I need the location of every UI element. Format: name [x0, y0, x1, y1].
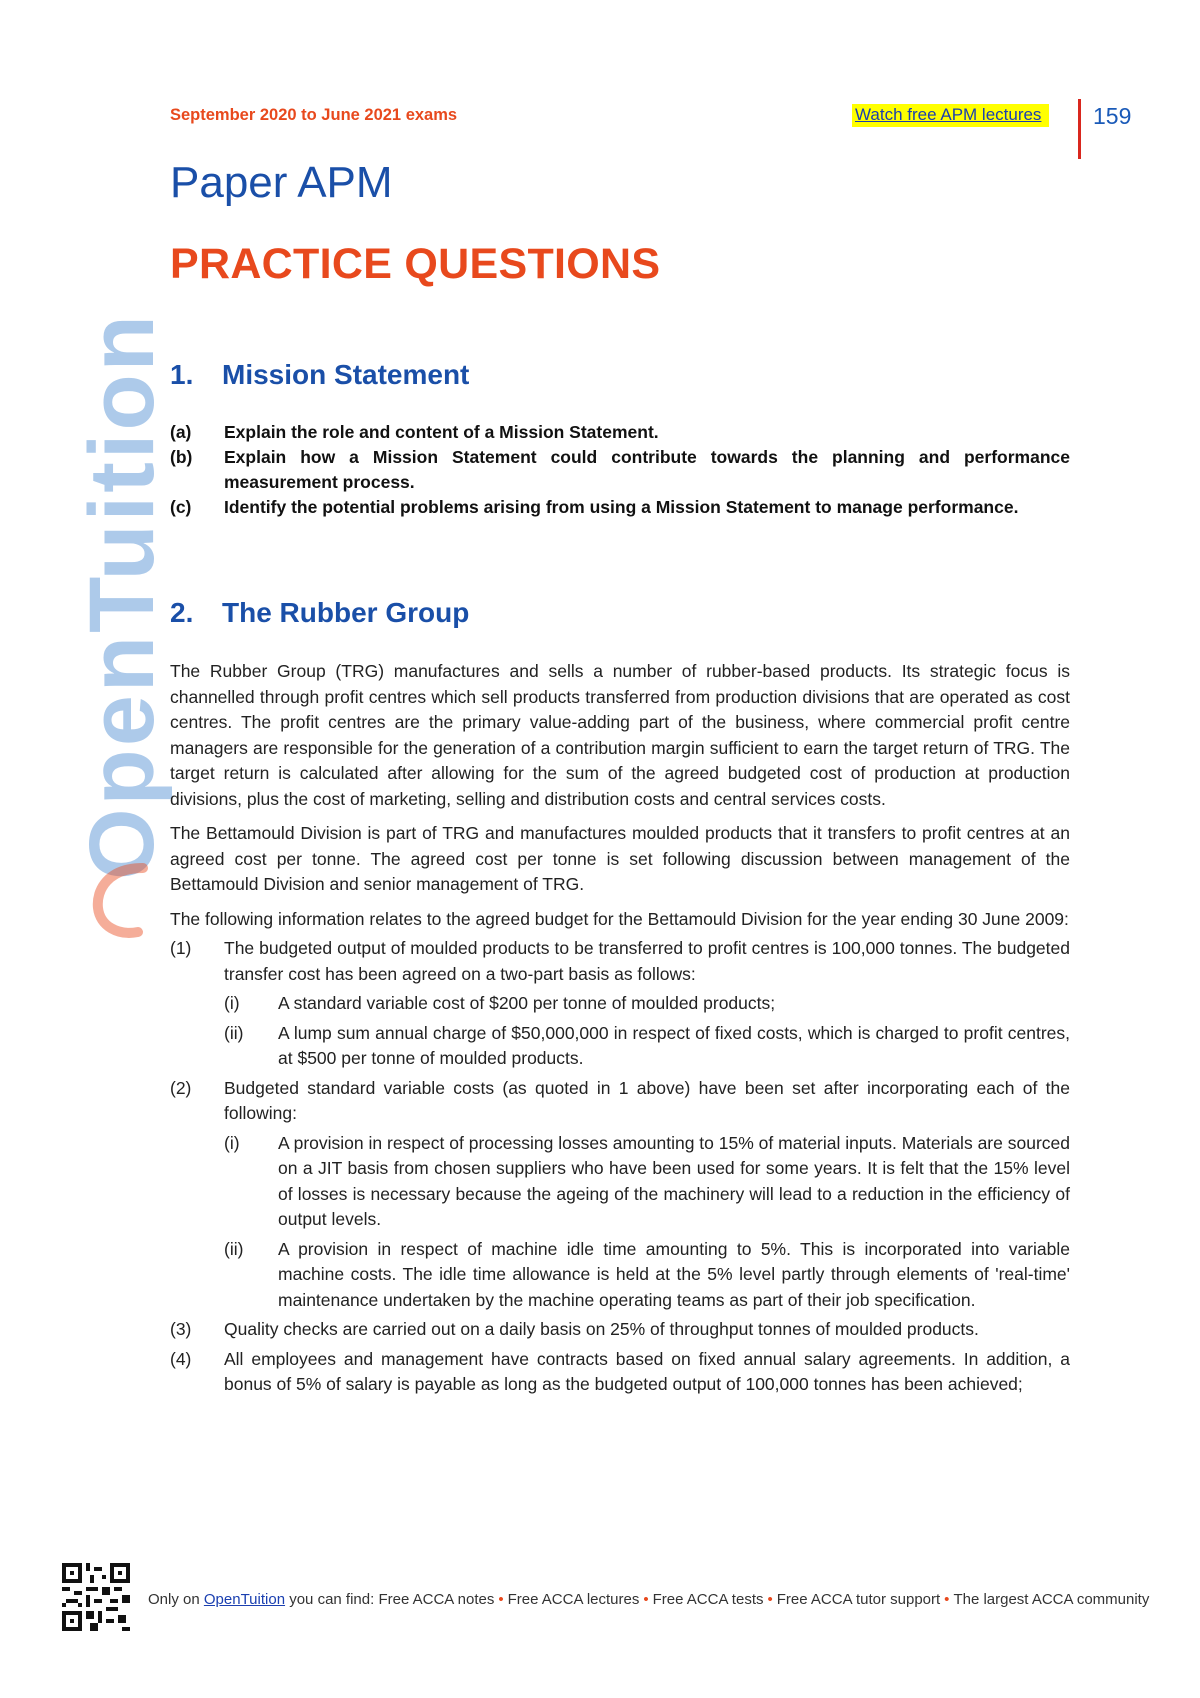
watch-lectures-link[interactable]: Watch free APM lectures	[852, 104, 1049, 127]
question-label: (c)	[170, 497, 192, 517]
bullet-icon: •	[767, 1591, 773, 1608]
mission-questions-list	[170, 420, 1070, 520]
section-heading-rubber-group	[170, 597, 469, 629]
list-item	[170, 936, 1070, 1072]
paragraph: The following information relates to the agreed budget for the Bettamould Division for the year ending 30 June 2009:	[170, 908, 1069, 929]
section-heading-mission-statement	[170, 359, 469, 391]
question-item	[170, 445, 1070, 495]
footer-bar	[148, 1591, 1149, 1608]
list-item	[170, 1317, 1070, 1343]
question-text: Explain the role and content of a Mission Statement.	[224, 422, 659, 442]
sub-item-label: (ii)	[224, 1022, 244, 1043]
bullet-icon: •	[643, 1591, 649, 1608]
sub-item-label: (ii)	[224, 1238, 244, 1259]
footer-item: Free ACCA notes	[378, 1591, 495, 1608]
rubber-group-body	[170, 659, 1070, 1402]
item-label: (1)	[170, 938, 192, 958]
opentuition-link[interactable]: OpenTuition	[203, 1591, 286, 1608]
item-label: (2)	[170, 1077, 192, 1098]
footer-prefix: Only on	[148, 1591, 200, 1608]
opentuition-logo-icon	[88, 860, 158, 940]
sub-item-text: A standard variable cost of $200 per tonne of moulded products;	[278, 993, 776, 1013]
question-text: Explain how a Mission Statement could contribute towards the planning and performance measurement process.	[224, 447, 1070, 492]
header-divider	[1078, 99, 1081, 159]
section-title: The Rubber Group	[222, 597, 470, 628]
item-text: Budgeted standard variable costs (as quoted in 1 above) have been set after incorporating each of the following:	[224, 1077, 1070, 1123]
sub-item	[224, 991, 1070, 1017]
item-text: The budgeted output of moulded products to be transferred to profit centres is 100,000 tonnes. The budgeted transfer cost has been agreed on a two-part basis as follows:	[224, 938, 1070, 984]
item-text: Quality checks are carried out on a daily basis on 25% of throughput tonnes of moulded products.	[224, 1319, 979, 1339]
footer-item: Free ACCA tutor support	[776, 1591, 941, 1608]
page-title: PRACTICE QUESTIONS	[170, 240, 661, 288]
sub-item	[224, 1237, 1070, 1314]
footer-item: Free ACCA lectures	[507, 1591, 640, 1608]
sub-item-label: (i)	[224, 993, 240, 1013]
section-number: 1.	[170, 359, 194, 390]
bullet-icon: •	[944, 1591, 950, 1608]
sub-item	[224, 1131, 1070, 1233]
section-title: Mission Statement	[222, 359, 470, 390]
item-label: (4)	[170, 1348, 192, 1369]
footer-after-link: you can find:	[289, 1591, 375, 1608]
question-text: Identify the potential problems arising from using a Mission Statement to manage performance.	[224, 497, 1019, 517]
exam-period: September 2020 to June 2021 exams	[170, 106, 458, 124]
sub-item	[224, 1021, 1070, 1072]
bullet-icon: •	[498, 1591, 504, 1608]
item-text: All employees and management have contracts based on fixed annual salary agreements. In addition, a bonus of 5% of salary is payable as long as the budgeted output of 100,000 tonnes has been achieved;	[224, 1348, 1070, 1394]
question-item	[170, 495, 1070, 520]
question-label: (a)	[170, 422, 192, 442]
sub-item-text: A lump sum annual charge of $50,000,000 in respect of fixed costs, which is charged to profit centres, at $500 per tonne of moulded products.	[278, 1022, 1070, 1068]
paragraph: The Rubber Group (TRG) manufactures and sells a number of rubber-based products. Its strategic focus is channelled through profit centres which sell products transferred from production divisions that are operated as cost centres. The profit centres are the primary value-adding part of the business, where commercial profit centre managers are responsible for the generation of a contribution margin sufficient to earn the target return of TRG. The target return is calculated after allowing for the sum of the agreed budgeted cost of production at production divisions, plus the cost of marketing, selling and distribution costs and central services costs.	[170, 661, 1070, 809]
question-item	[170, 420, 1070, 445]
page-number: 159	[1093, 103, 1132, 129]
list-item	[170, 1347, 1070, 1398]
sub-item-text: A provision in respect of machine idle time amounting to 5%. This is incorporated into variable machine costs. The idle time allowance is held at the 5% level partly through elements of 'real-time' maintenance undertaken by the machine operating teams as part of their job specification.	[278, 1238, 1070, 1310]
footer-item: The largest ACCA community	[953, 1591, 1150, 1608]
list-item	[170, 1076, 1070, 1314]
sub-item-text: A provision in respect of processing losses amounting to 15% of material inputs. Materials are sourced on a JIT basis from chosen suppliers who have been used for some years. It is felt that the 15% level of losses is necessary because the ageing of the machinery will lead to a reduction in the efficiency of output levels.	[278, 1132, 1070, 1229]
footer-item: Free ACCA tests	[652, 1591, 764, 1608]
item-label: (3)	[170, 1319, 192, 1339]
section-number: 2.	[170, 597, 194, 628]
watermark-text: OpenTuition	[71, 312, 173, 880]
qr-code-icon	[62, 1563, 130, 1631]
paragraph: The Bettamould Division is part of TRG and manufactures moulded products that it transfers to profit centres at an agreed cost per tonne. The agreed cost per tonne is set following discussion between management of the Bettamould Division and senior management of TRG.	[170, 823, 1070, 894]
paper-title: Paper APM	[170, 158, 393, 207]
question-label: (b)	[170, 447, 193, 467]
sub-item-label: (i)	[224, 1132, 240, 1153]
